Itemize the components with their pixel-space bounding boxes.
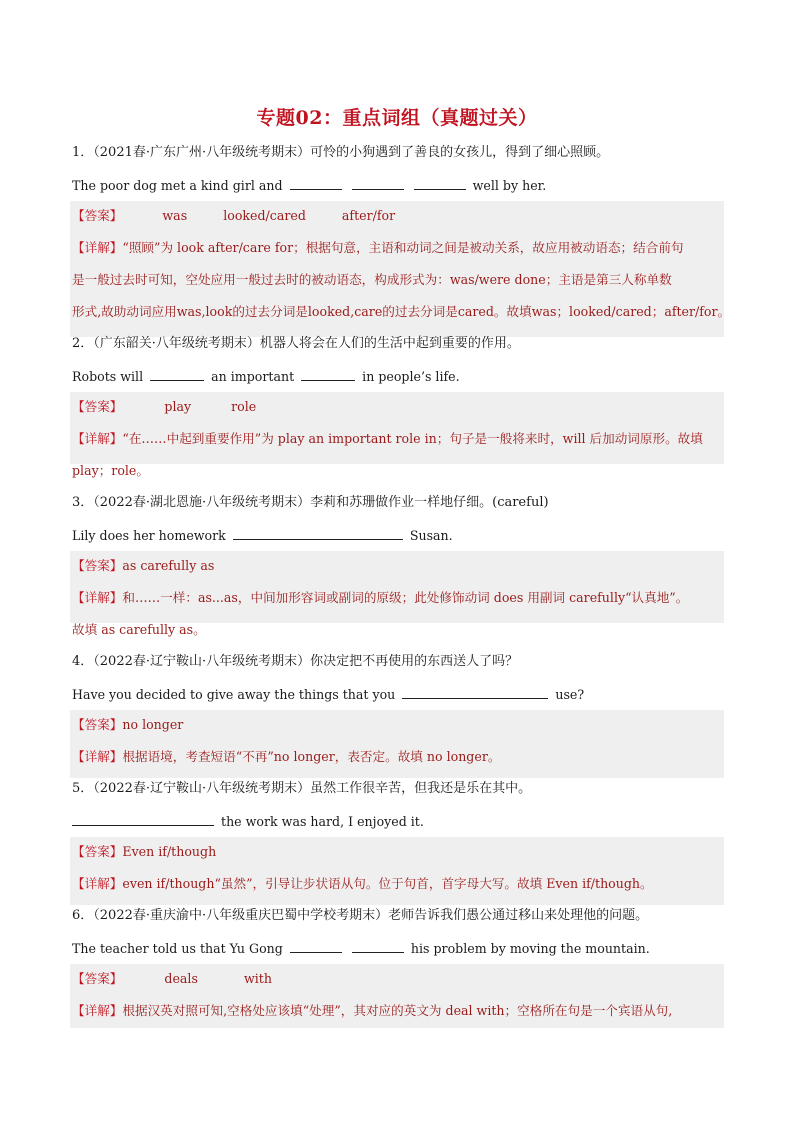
detail-2-line-2: play；role。 <box>72 463 149 478</box>
blank <box>290 940 342 953</box>
sentence-text: Have you decided to give away the things that you <box>72 687 396 702</box>
sentence-text: use? <box>555 687 585 702</box>
detail-label: 【详解】 <box>72 1003 123 1018</box>
detail-6-line-1 <box>72 1003 726 1019</box>
answer-value: play <box>164 399 192 414</box>
sentence-text: Robots will <box>72 369 144 384</box>
question-4-prompt: 4．（2022春·辽宁鞍山·八年级统考期末）你决定把不再使用的东西送人了吗？ <box>72 654 519 669</box>
sentence-text: in people’s life. <box>362 369 460 384</box>
detail-3-line-1 <box>72 590 726 606</box>
answer-4 <box>72 717 726 733</box>
blank <box>233 527 403 540</box>
sentence-text: The teacher told us that Yu Gong <box>72 941 283 956</box>
detail-text: 根据汉英对照可知,空格处应该填“处理”，其对应的英文为 deal with；空格所在句是一个宾语从句, <box>122 1003 673 1018</box>
question-1-sentence <box>72 177 726 194</box>
answer-3 <box>72 558 726 574</box>
detail-1-line-1 <box>72 240 726 256</box>
detail-4-line-1 <box>72 749 726 765</box>
answer-label: 【答案】 <box>72 558 123 573</box>
detail-2-line-1 <box>72 431 726 447</box>
page-title: 专题02：重点词组（真题过关） <box>256 107 538 129</box>
question-4-sentence <box>72 686 726 703</box>
detail-label: 【详解】 <box>72 749 123 764</box>
question-2-prompt: 2．（广东韶关·八年级统考期末）机器人将会在人们的生活中起到重要的作用。 <box>72 336 520 351</box>
detail-1-line-2: 是一般过去时可知，空处应用一般过去时的被动语态，构成形式为：was/were done；主语是第三人称单数 <box>72 272 672 287</box>
question-5-prompt: 5．（2022春·辽宁鞍山·八年级统考期末）虽然工作很辛苦，但我还是乐在其中。 <box>72 781 532 796</box>
answer-value: deals <box>164 971 198 986</box>
question-1-prompt: 1．（2021春·广东广州·八年级统考期末）可怜的小狗遇到了善良的女孩儿，得到了细心照顾。 <box>72 145 610 160</box>
blank <box>290 177 342 190</box>
answer-value: as carefully as <box>122 558 215 573</box>
blank <box>301 368 355 381</box>
sentence-text: The poor dog met a kind girl and <box>72 178 283 193</box>
blank <box>352 940 404 953</box>
detail-1-line-3: 形式,故助动词应用was,look的过去分词是looked,care的过去分词是cared。故填was；looked/cared；after/for。 <box>72 304 731 319</box>
answer-value: Even if/though <box>122 844 217 859</box>
answer-label: 【答案】 <box>72 717 123 732</box>
sentence-text: Susan. <box>409 528 453 543</box>
question-3-prompt: 3．（2022春·湖北恩施·八年级统考期末）李莉和苏珊做作业一样地仔细。(careful) <box>72 495 549 510</box>
sentence-text: his problem by moving the mountain. <box>410 941 650 956</box>
question-5-sentence <box>72 813 726 830</box>
answer-value: with <box>243 971 272 986</box>
question-3-sentence <box>72 527 726 544</box>
sentence-text: Lily does her homework <box>72 528 226 543</box>
detail-3-line-2: 故填 as carefully as。 <box>72 622 206 637</box>
answer-value: was <box>162 208 188 223</box>
detail-text: “照顾”为 look after/care for；根据句意，主语和动词之间是被动关系，故应用被动语态；结合前句 <box>122 240 684 255</box>
blank <box>402 686 548 699</box>
answer-label: 【答案】 <box>72 971 123 986</box>
answer-6 <box>72 971 726 987</box>
answer-label: 【答案】 <box>72 844 123 859</box>
answer-value: role <box>231 399 257 414</box>
question-6-prompt: 6．（2022春·重庆渝中·八年级重庆巴蜀中学校考期末）老师告诉我们愚公通过移山来处理他的问题。 <box>72 908 649 923</box>
sentence-text: the work was hard, I enjoyed it. <box>221 814 424 829</box>
detail-label: 【详解】 <box>72 240 123 255</box>
detail-text: 根据语境，考查短语“不再”no longer，表否定。故填 no longer。 <box>122 749 501 764</box>
answer-label: 【答案】 <box>72 399 123 414</box>
detail-text: 和……一样：as...as，中间加形容词或副词的原级；此处修饰动词 does 用副词 carefully“认真地”。 <box>122 590 689 605</box>
question-6-sentence <box>72 940 726 957</box>
sentence-text: well by her. <box>472 178 547 193</box>
answer-2 <box>72 399 726 415</box>
detail-label: 【详解】 <box>72 590 123 605</box>
detail-text: even if/though“虽然”，引导让步状语从句。位于句首，首字母大写。故填 Even if/though。 <box>122 876 653 891</box>
detail-label: 【详解】 <box>72 431 123 446</box>
sentence-text: an important <box>211 369 295 384</box>
answer-1 <box>72 208 726 224</box>
blank <box>352 177 404 190</box>
detail-5-line-1 <box>72 876 726 892</box>
detail-text: “在……中起到重要作用”为 play an important role in；句子是一般将来时，will 后加动词原形。故填 <box>122 431 703 446</box>
detail-label: 【详解】 <box>72 876 123 891</box>
answer-value: no longer <box>122 717 184 732</box>
answer-value: after/for <box>341 208 396 223</box>
blank <box>414 177 466 190</box>
question-2-sentence <box>72 368 726 385</box>
answer-label: 【答案】 <box>72 208 123 223</box>
answer-5 <box>72 844 726 860</box>
blank <box>72 813 214 826</box>
blank <box>150 368 204 381</box>
answer-value: looked/cared <box>223 208 306 223</box>
